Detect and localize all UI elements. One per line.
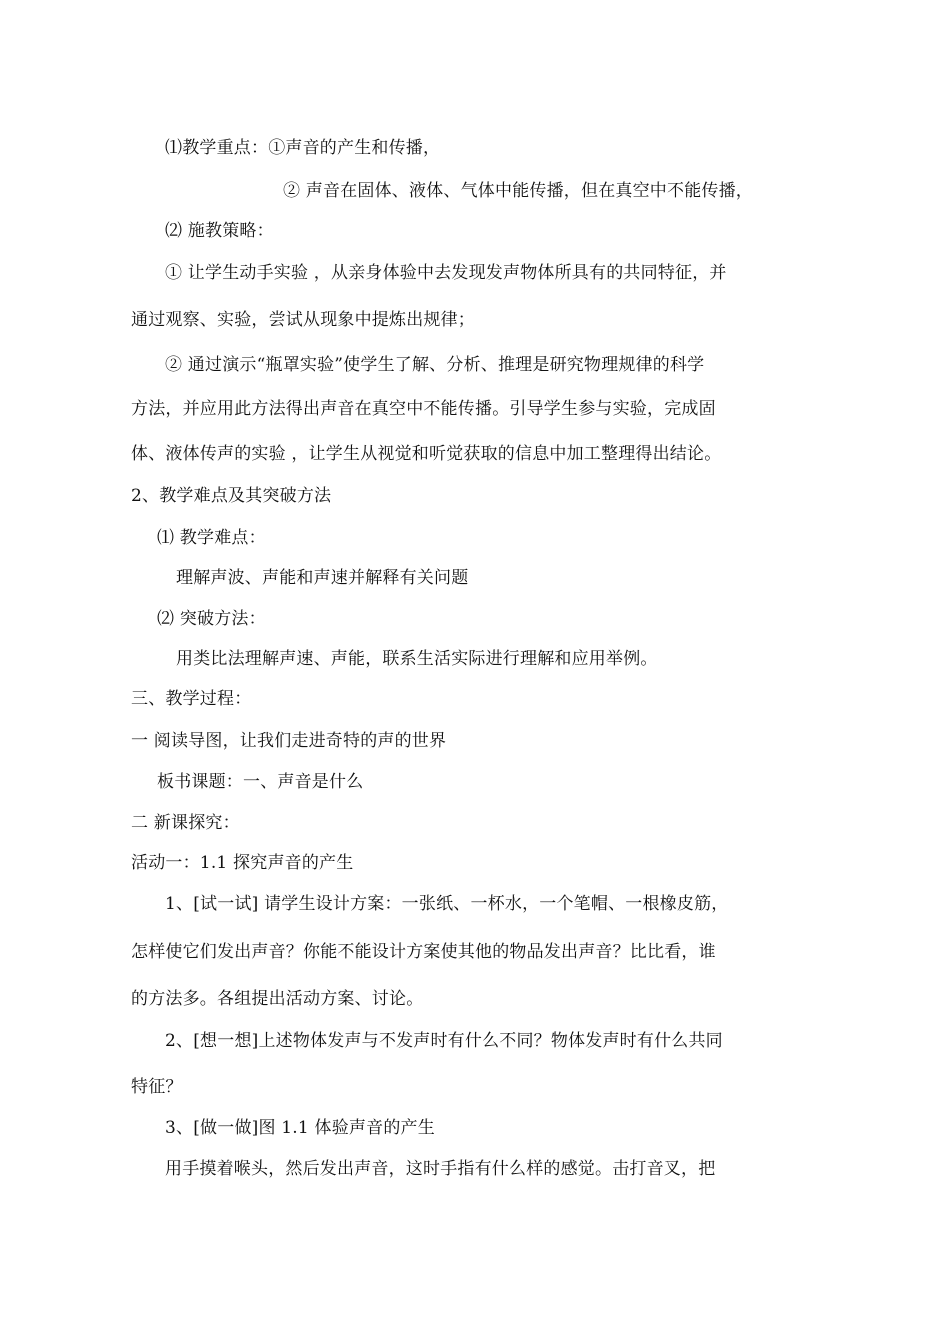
- part-two-heading: 二 新课探究：: [131, 813, 240, 833]
- section-difficulties-heading: 2、教学难点及其突破方法: [131, 486, 332, 506]
- think-it-line-1: 2、[想一想]上述物体发声与不发声时有什么不同？物体发声时有什么共同: [165, 1031, 723, 1051]
- strategy-1-line-2: 通过观察、实验，尝试从现象中提炼出规律；: [131, 310, 475, 330]
- think-it-line-2: 特征？: [131, 1077, 183, 1097]
- teaching-strategy-heading: ⑵ 施教策略：: [165, 221, 274, 241]
- do-it-text: 用手摸着喉头，然后发出声音，这时手指有什么样的感觉。击打音叉，把: [165, 1159, 716, 1179]
- do-it-heading: 3、[做一做]图 1.1 体验声音的产生: [165, 1118, 435, 1138]
- strategy-2-line-2: 方法，并应用此方法得出声音在真空中不能传播。引导学生参与实验，完成固: [131, 399, 716, 419]
- difficulties-text: 理解声波、声能和声速并解释有关问题: [176, 568, 469, 588]
- part-one-heading: 一 阅读导图，让我们走进奇特的声的世界: [131, 731, 447, 751]
- key-points-heading: ⑴教学重点：①声音的产生和传播，: [165, 138, 441, 158]
- strategy-2-line-1: ② 通过演示“瓶罩实验”使学生了解、分析、推理是研究物理规律的科学: [165, 355, 705, 375]
- section-teaching-process-heading: 三、教学过程：: [131, 689, 252, 709]
- strategy-1-line-1: ① 让学生动手实验 ，从亲身体验中去发现发声物体所具有的共同特征，并: [165, 263, 727, 283]
- try-it-line-1: 1、[试一试] 请学生设计方案：一张纸、一杯水，一个笔帽、一根橡皮筋，: [165, 894, 729, 914]
- difficulties-subheading: ⑴ 教学难点：: [157, 528, 266, 548]
- breakthrough-subheading: ⑵ 突破方法：: [157, 609, 266, 629]
- try-it-line-3: 的方法多。各组提出活动方案、讨论。: [131, 989, 424, 1009]
- board-title: 板书课题：一、声音是什么: [157, 772, 364, 792]
- activity-one-heading: 活动一：1.1 探究声音的产生: [131, 853, 354, 873]
- try-it-line-2: 怎样使它们发出声音？你能不能设计方案使其他的物品发出声音？比比看，谁: [131, 942, 716, 962]
- key-point-2: ② 声音在固体、液体、气体中能传播，但在真空中不能传播，: [283, 181, 754, 201]
- breakthrough-text: 用类比法理解声速、声能，联系生活实际进行理解和应用举例。: [176, 649, 658, 669]
- strategy-2-line-3: 体、液体传声的实验 ，让学生从视觉和听觉获取的信息中加工整理得出结论。: [131, 444, 722, 464]
